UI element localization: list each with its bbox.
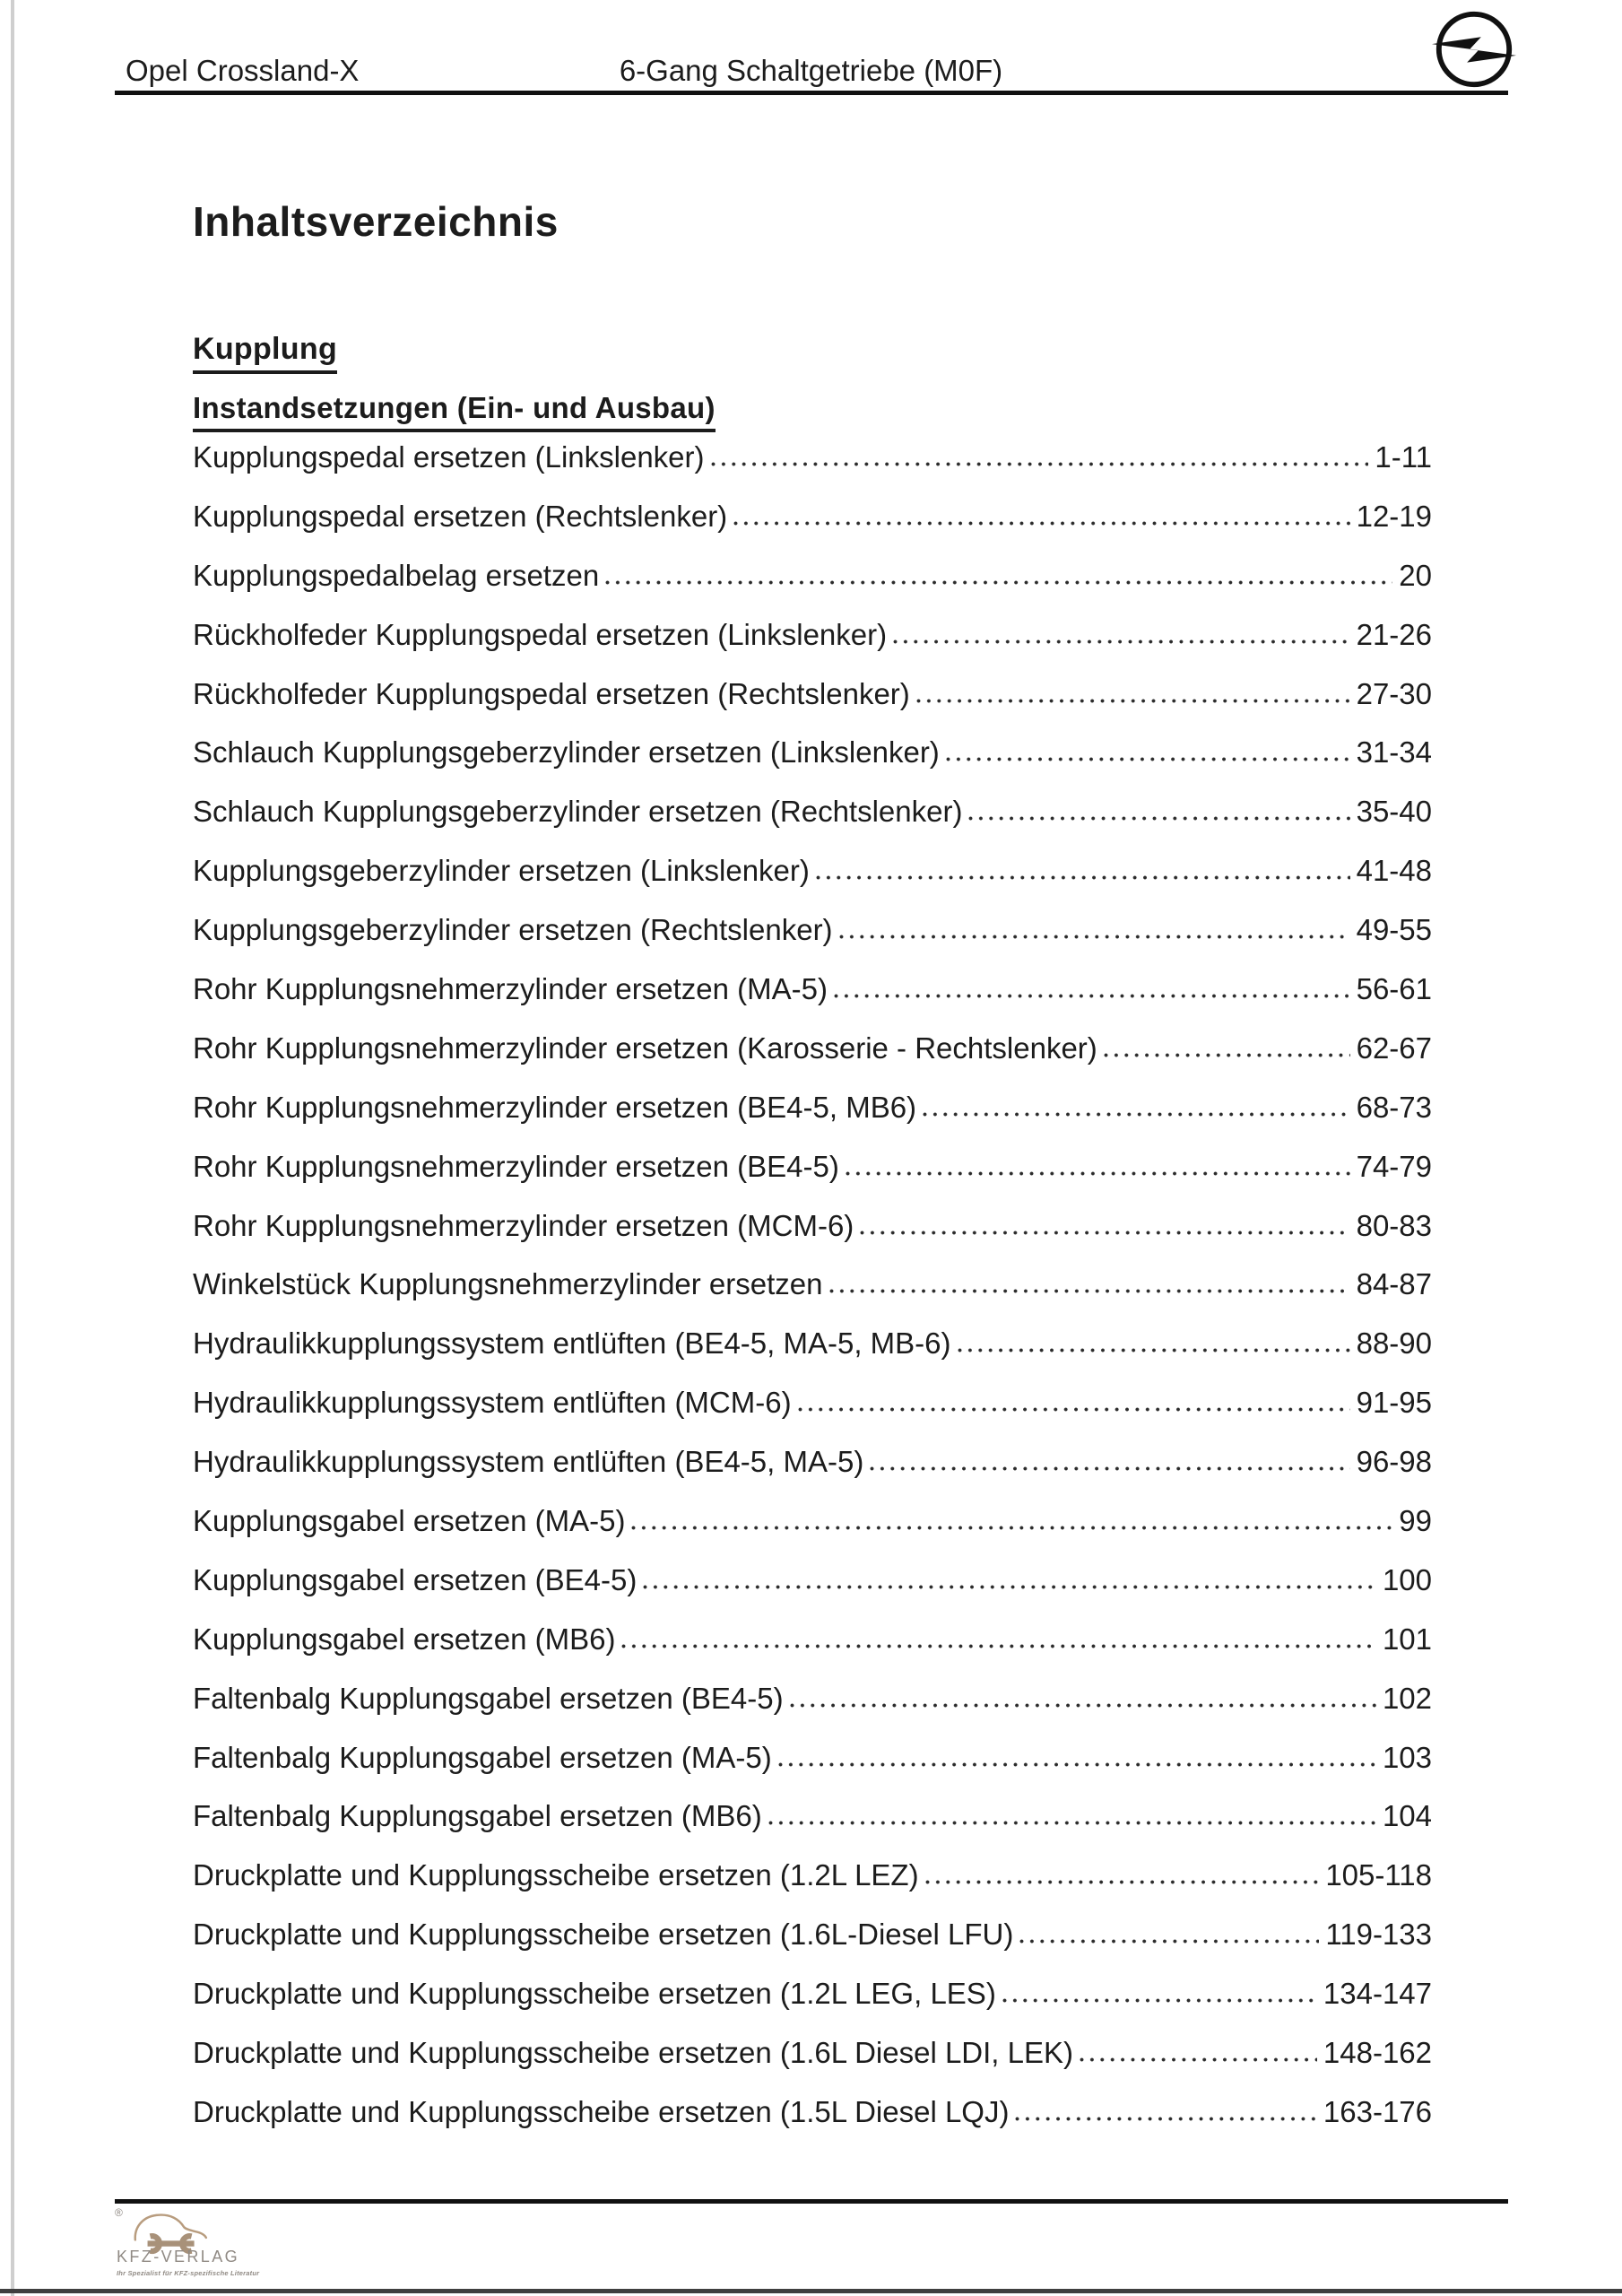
toc-entry bbox=[193, 851, 1432, 910]
toc-entry-title: Druckplatte und Kupplungsscheibe ersetzen (1.2L LEG, LES) bbox=[193, 1977, 996, 2011]
toc-entry bbox=[193, 733, 1432, 792]
toc-entry-pages: 148-162 bbox=[1323, 2036, 1432, 2070]
toc-entry-title: Rohr Kupplungsnehmerzylinder ersetzen (Karosserie - Rechtslenker) bbox=[193, 1031, 1097, 1065]
dot-leader bbox=[625, 1501, 1399, 1531]
dot-leader bbox=[916, 1088, 1357, 1118]
toc-entry bbox=[193, 910, 1432, 970]
toc-entry-pages: 105-118 bbox=[1325, 1858, 1432, 1892]
toc-entry bbox=[193, 1147, 1432, 1206]
toc-entry-title: Faltenbalg Kupplungsgabel ersetzen (MA-5) bbox=[193, 1740, 772, 1774]
toc-entry bbox=[193, 1029, 1432, 1088]
toc-entry-pages: 163-176 bbox=[1323, 2094, 1432, 2128]
toc-entry bbox=[193, 1679, 1432, 1738]
toc-entry-title: Hydraulikkupplungssystem entlüften (BE4-5, MA-5) bbox=[193, 1445, 864, 1479]
scan-edge-left bbox=[11, 0, 14, 2296]
kfz-verlag-wordmark: KFZ-VERLAG bbox=[117, 2248, 240, 2266]
toc-entry-title: Rohr Kupplungsnehmerzylinder ersetzen (BE4-5, MB6) bbox=[193, 1090, 917, 1124]
toc-entry bbox=[193, 1206, 1432, 1265]
section-heading-instandsetzungen: Instandsetzungen (Ein- und Ausbau) bbox=[193, 391, 716, 432]
toc-entry bbox=[193, 792, 1432, 851]
dot-leader bbox=[727, 497, 1356, 526]
header-model-label: Opel Crossland-X bbox=[126, 54, 360, 87]
toc-entry-title: Druckplatte und Kupplungsscheibe ersetzen (1.2L LEZ) bbox=[193, 1858, 919, 1892]
footer-rule bbox=[115, 2199, 1508, 2204]
dot-leader bbox=[792, 1383, 1357, 1413]
dot-leader bbox=[599, 556, 1399, 586]
dot-leader bbox=[823, 1265, 1357, 1294]
dot-leader bbox=[919, 1856, 1326, 1885]
dot-leader bbox=[1097, 1029, 1357, 1058]
toc-entry-title: Rückholfeder Kupplungspedal ersetzen (Linkslenker) bbox=[193, 617, 888, 651]
dot-leader bbox=[833, 910, 1357, 940]
opel-blitz-logo-icon bbox=[1427, 4, 1521, 91]
dot-leader bbox=[887, 615, 1356, 645]
toc-entry bbox=[193, 2092, 1432, 2152]
toc-entry-pages: 31-34 bbox=[1356, 735, 1432, 770]
toc-entry-pages: 119-133 bbox=[1325, 1918, 1432, 1952]
toc-entry-pages: 20 bbox=[1399, 558, 1432, 592]
dot-leader bbox=[1009, 2092, 1323, 2122]
toc-entry-title: Winkelstück Kupplungsnehmerzylinder ersetzen bbox=[193, 1267, 823, 1301]
toc-entry bbox=[193, 1738, 1432, 1797]
toc-entry-title: Kupplungsgeberzylinder ersetzen (Rechtslenker) bbox=[193, 913, 833, 947]
registered-mark: ® bbox=[115, 2206, 123, 2219]
dot-leader bbox=[940, 733, 1357, 762]
toc-entry bbox=[193, 1561, 1432, 1620]
toc-entry-pages: 101 bbox=[1382, 1622, 1432, 1656]
toc-entry bbox=[193, 1324, 1432, 1383]
dot-leader bbox=[839, 1147, 1357, 1177]
toc-entry-pages: 27-30 bbox=[1356, 676, 1432, 710]
toc-entry bbox=[193, 497, 1432, 556]
toc-entry-pages: 103 bbox=[1382, 1740, 1432, 1774]
header-gearbox-label: 6-Gang Schaltgetriebe (M0F) bbox=[619, 54, 1003, 87]
toc-entry-pages: 80-83 bbox=[1356, 1208, 1432, 1242]
toc-entry bbox=[193, 615, 1432, 674]
toc-entry bbox=[193, 2033, 1432, 2092]
toc-entry-title: Schlauch Kupplungsgeberzylinder ersetzen (Rechtslenker) bbox=[193, 795, 963, 829]
toc-entry-pages: 56-61 bbox=[1356, 972, 1432, 1006]
section-heading-kupplung: Kupplung bbox=[193, 332, 337, 374]
dot-leader bbox=[784, 1679, 1383, 1709]
dot-leader bbox=[910, 674, 1357, 704]
kfz-verlag-logo bbox=[115, 2205, 348, 2294]
toc-entry-title: Kupplungsgeberzylinder ersetzen (Linkslenker) bbox=[193, 854, 810, 888]
toc-entry-pages: 91-95 bbox=[1356, 1386, 1432, 1420]
toc-entry-title: Kupplungspedal ersetzen (Linkslenker) bbox=[193, 440, 705, 474]
dot-leader bbox=[854, 1206, 1356, 1236]
toc-entry-pages: 49-55 bbox=[1356, 913, 1432, 947]
toc-entry-title: Druckplatte und Kupplungsscheibe ersetzen (1.6L Diesel LDI, LEK) bbox=[193, 2036, 1073, 2070]
toc-entry-title: Faltenbalg Kupplungsgabel ersetzen (MB6) bbox=[193, 1799, 762, 1833]
toc-entry bbox=[193, 438, 1432, 497]
toc-entry-title: Kupplungsgabel ersetzen (MB6) bbox=[193, 1622, 616, 1656]
toc-entry-pages: 84-87 bbox=[1356, 1267, 1432, 1301]
dot-leader bbox=[810, 851, 1357, 881]
toc-list bbox=[193, 438, 1432, 2152]
toc-entry-pages: 96-98 bbox=[1356, 1445, 1432, 1479]
toc-entry-title: Kupplungsgabel ersetzen (BE4-5) bbox=[193, 1562, 638, 1596]
dot-leader bbox=[951, 1324, 1357, 1353]
toc-entry-pages: 104 bbox=[1382, 1799, 1432, 1833]
dot-leader bbox=[772, 1738, 1383, 1768]
toc-entry-pages: 41-48 bbox=[1356, 854, 1432, 888]
toc-entry-pages: 12-19 bbox=[1356, 499, 1432, 533]
toc-entry bbox=[193, 970, 1432, 1029]
toc-entry bbox=[193, 674, 1432, 734]
dot-leader bbox=[1073, 2033, 1323, 2063]
toc-entry-pages: 88-90 bbox=[1356, 1326, 1432, 1361]
toc-entry-title: Rohr Kupplungsnehmerzylinder ersetzen (MA-5) bbox=[193, 972, 828, 1006]
toc-entry bbox=[193, 1856, 1432, 1915]
toc-entry-title: Druckplatte und Kupplungsscheibe ersetzen (1.5L Diesel LQJ) bbox=[193, 2094, 1010, 2128]
toc-entry-title: Kupplungspedalbelag ersetzen bbox=[193, 558, 600, 592]
toc-entry-title: Kupplungspedal ersetzen (Rechtslenker) bbox=[193, 499, 728, 533]
toc-entry bbox=[193, 1620, 1432, 1679]
toc-entry-pages: 99 bbox=[1399, 1504, 1432, 1538]
toc-entry-title: Schlauch Kupplungsgeberzylinder ersetzen (Linkslenker) bbox=[193, 735, 940, 770]
toc-entry bbox=[193, 1442, 1432, 1501]
toc-entry-pages: 21-26 bbox=[1356, 617, 1432, 651]
toc-entry bbox=[193, 1265, 1432, 1324]
toc-entry-pages: 134-147 bbox=[1323, 1977, 1432, 2011]
dot-leader bbox=[828, 970, 1357, 999]
toc-entry-title: Hydraulikkupplungssystem entlüften (BE4-5, MA-5, MB-6) bbox=[193, 1326, 951, 1361]
toc-entry-title: Rohr Kupplungsnehmerzylinder ersetzen (MCM-6) bbox=[193, 1208, 854, 1242]
toc-entry-title: Rohr Kupplungsnehmerzylinder ersetzen (BE4-5) bbox=[193, 1149, 839, 1183]
toc-entry-pages: 100 bbox=[1382, 1562, 1432, 1596]
toc-entry-pages: 35-40 bbox=[1356, 795, 1432, 829]
toc-entry-title: Rückholfeder Kupplungspedal ersetzen (Rechtslenker) bbox=[193, 676, 910, 710]
toc-entry-pages: 62-67 bbox=[1356, 1031, 1432, 1065]
kfz-verlag-tagline: Ihr Spezialist für KFZ-spezifische Literatur bbox=[117, 2269, 260, 2277]
toc-entry bbox=[193, 1974, 1432, 2033]
toc-entry bbox=[193, 556, 1432, 615]
toc-entry bbox=[193, 1796, 1432, 1856]
toc-entry-title: Faltenbalg Kupplungsgabel ersetzen (BE4-5) bbox=[193, 1681, 784, 1715]
dot-leader bbox=[1013, 1915, 1325, 1944]
toc-entry-title: Druckplatte und Kupplungsscheibe ersetzen (1.6L-Diesel LFU) bbox=[193, 1918, 1014, 1952]
dot-leader bbox=[615, 1620, 1382, 1649]
toc-entry bbox=[193, 1915, 1432, 1974]
dot-leader bbox=[996, 1974, 1323, 2004]
dot-leader bbox=[637, 1561, 1383, 1590]
dot-leader bbox=[962, 792, 1356, 822]
toc-entry-title: Hydraulikkupplungssystem entlüften (MCM-6) bbox=[193, 1386, 792, 1420]
toc-entry-pages: 68-73 bbox=[1356, 1090, 1432, 1124]
dot-leader bbox=[762, 1796, 1383, 1826]
page-title: Inhaltsverzeichnis bbox=[193, 198, 559, 245]
toc-entry-pages: 102 bbox=[1382, 1681, 1432, 1715]
toc-entry-pages: 74-79 bbox=[1356, 1149, 1432, 1183]
toc-entry-pages: 1-11 bbox=[1375, 440, 1432, 474]
toc-entry bbox=[193, 1088, 1432, 1147]
dot-leader bbox=[705, 438, 1375, 467]
dot-leader bbox=[863, 1442, 1356, 1472]
toc-entry bbox=[193, 1383, 1432, 1442]
header-rule bbox=[115, 91, 1508, 95]
toc-entry bbox=[193, 1501, 1432, 1561]
toc-entry-title: Kupplungsgabel ersetzen (MA-5) bbox=[193, 1504, 626, 1538]
